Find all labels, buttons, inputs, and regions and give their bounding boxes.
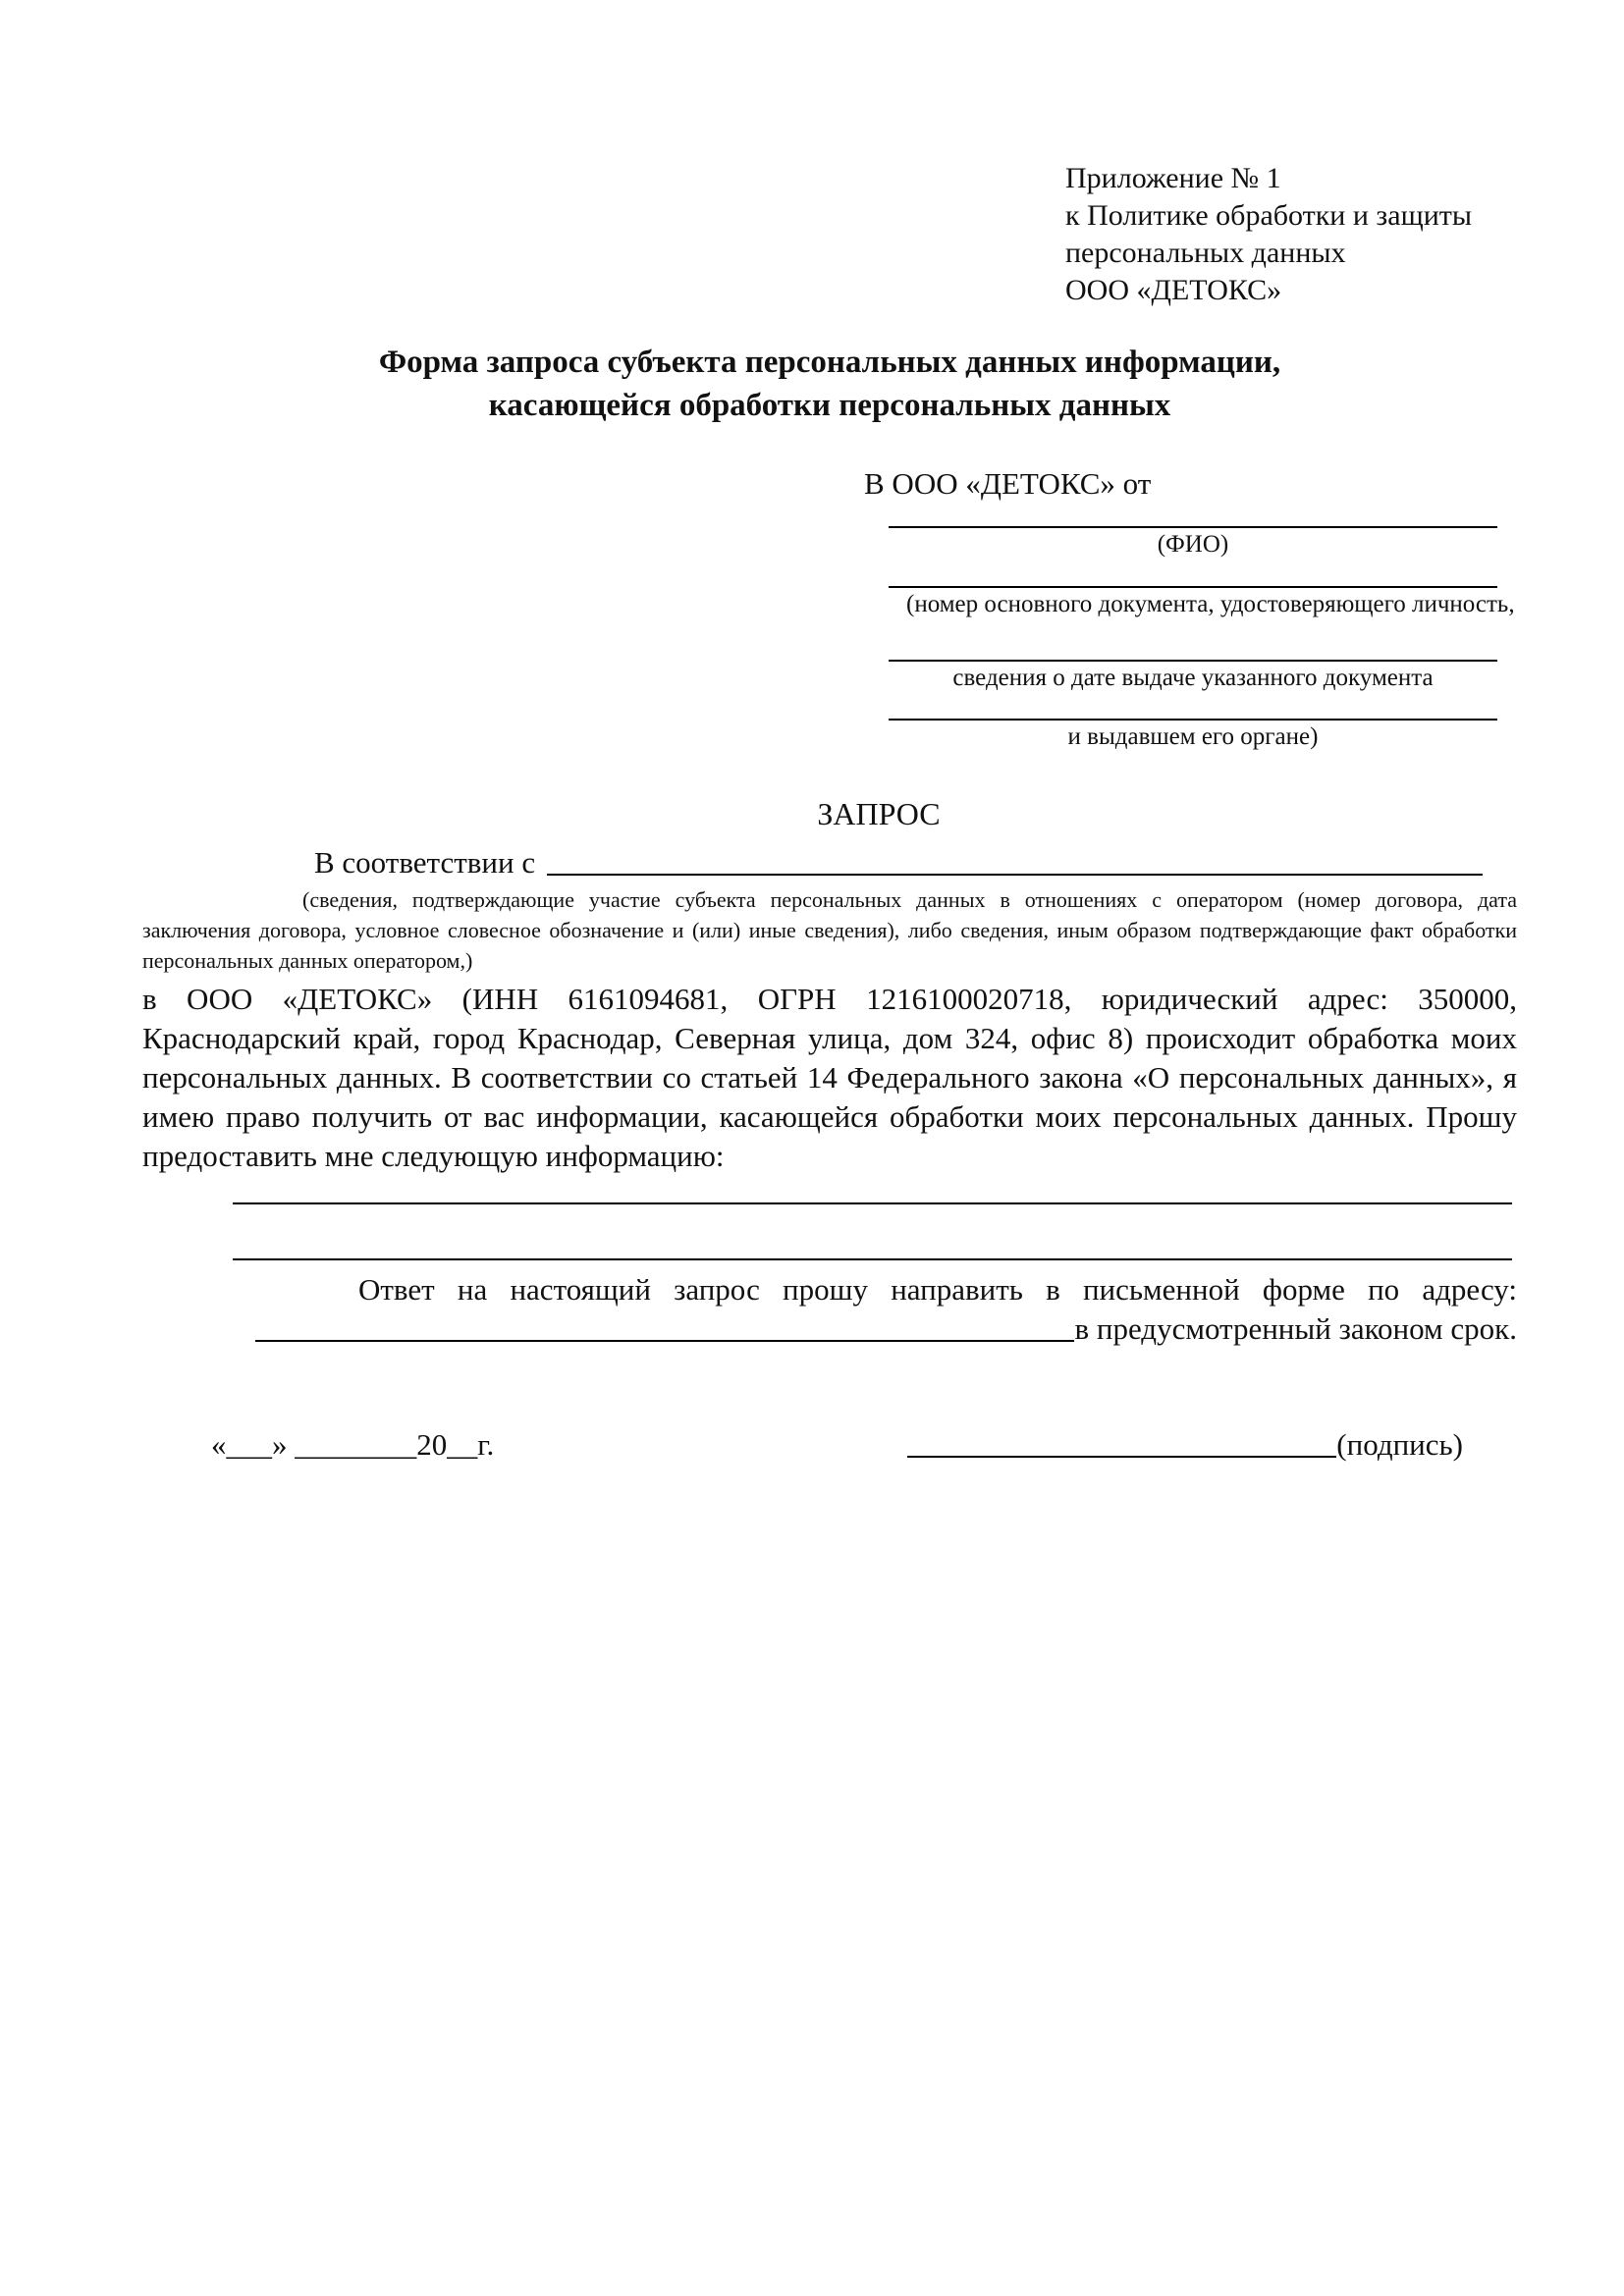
addressee-line: В ООО «ДЕТОКС» от (864, 466, 1152, 501)
request-heading: ЗАПРОС (817, 796, 941, 831)
reply-tail-row (142, 1309, 1517, 1349)
accordance-blank-line (547, 843, 1483, 876)
document-number-blank-line (889, 561, 1497, 588)
annex-line: к Политике обработки и защиты (1065, 199, 1473, 232)
document-title (142, 341, 1517, 427)
address-blank-line (255, 1340, 1074, 1342)
signature-caption: (подпись) (1336, 1427, 1463, 1462)
document-title-line: Форма запроса субъекта персональных данных информации, (378, 345, 1281, 380)
info-blank-line-1 (233, 1202, 1512, 1204)
accordance-footnote: (сведения, подтверждающие участие субъекта персональных данных в отношениях с оператором (номер договора, дата заключения договора, условное словесное обозначение и (или) иные сведения), либо сведения, иным образом подтверждающие факт обработки персональных данных оператором,) (142, 887, 1517, 973)
issuing-authority-blank-line (889, 694, 1497, 721)
fio-caption: (ФИО) (1157, 531, 1229, 558)
info-blank-line-2 (233, 1258, 1512, 1260)
signature-blank-line (907, 1456, 1336, 1458)
paragraph-indent (142, 843, 314, 882)
addressee-fields (889, 504, 1515, 753)
signature-row (142, 1425, 1517, 1465)
request-body-paragraph: в ООО «ДЕТОКС» (ИНН 6161094681, ОГРН 1216100020718, юридический адрес: 350000, Краснодарский край, город Краснодар, Северная улица, дом 324, офис 8) происходит обработка моих персональных данных. В соответствии со статьей 14 Федерального закона «О персональных данных», я имею право получить от вас информации, касающейся обработки моих персональных данных. Прошу предоставить мне следующую информацию: (142, 982, 1517, 1173)
document-content (142, 160, 1517, 1465)
reply-address-line: Ответ на настоящий запрос прошу направить в письменной форме по адресу: (358, 1272, 1517, 1307)
annex-line: персональных данных (1065, 237, 1346, 269)
document-title-line: касающейся обработки персональных данных (488, 388, 1171, 423)
issuing-authority-caption: и выдавшем его органе) (1067, 723, 1319, 750)
issue-date-caption: сведения о дате выдаче указанного документа (952, 665, 1434, 691)
annex-reference (1065, 160, 1527, 309)
accordance-row (142, 843, 1517, 882)
document-number-caption: (номер основного документа, удостоверяющего личность, (906, 591, 1515, 617)
date-blank: «___» ________20__г. (211, 1427, 495, 1462)
fio-blank-line (889, 504, 1497, 528)
accordance-label: В соответствии с (314, 845, 536, 880)
annex-line: ООО «ДЕТОКС» (1065, 274, 1282, 306)
issue-date-blank-line (889, 620, 1497, 662)
annex-line: Приложение № 1 (1065, 162, 1281, 194)
reply-tail-text: в предусмотренный законом срок. (1074, 1311, 1517, 1346)
